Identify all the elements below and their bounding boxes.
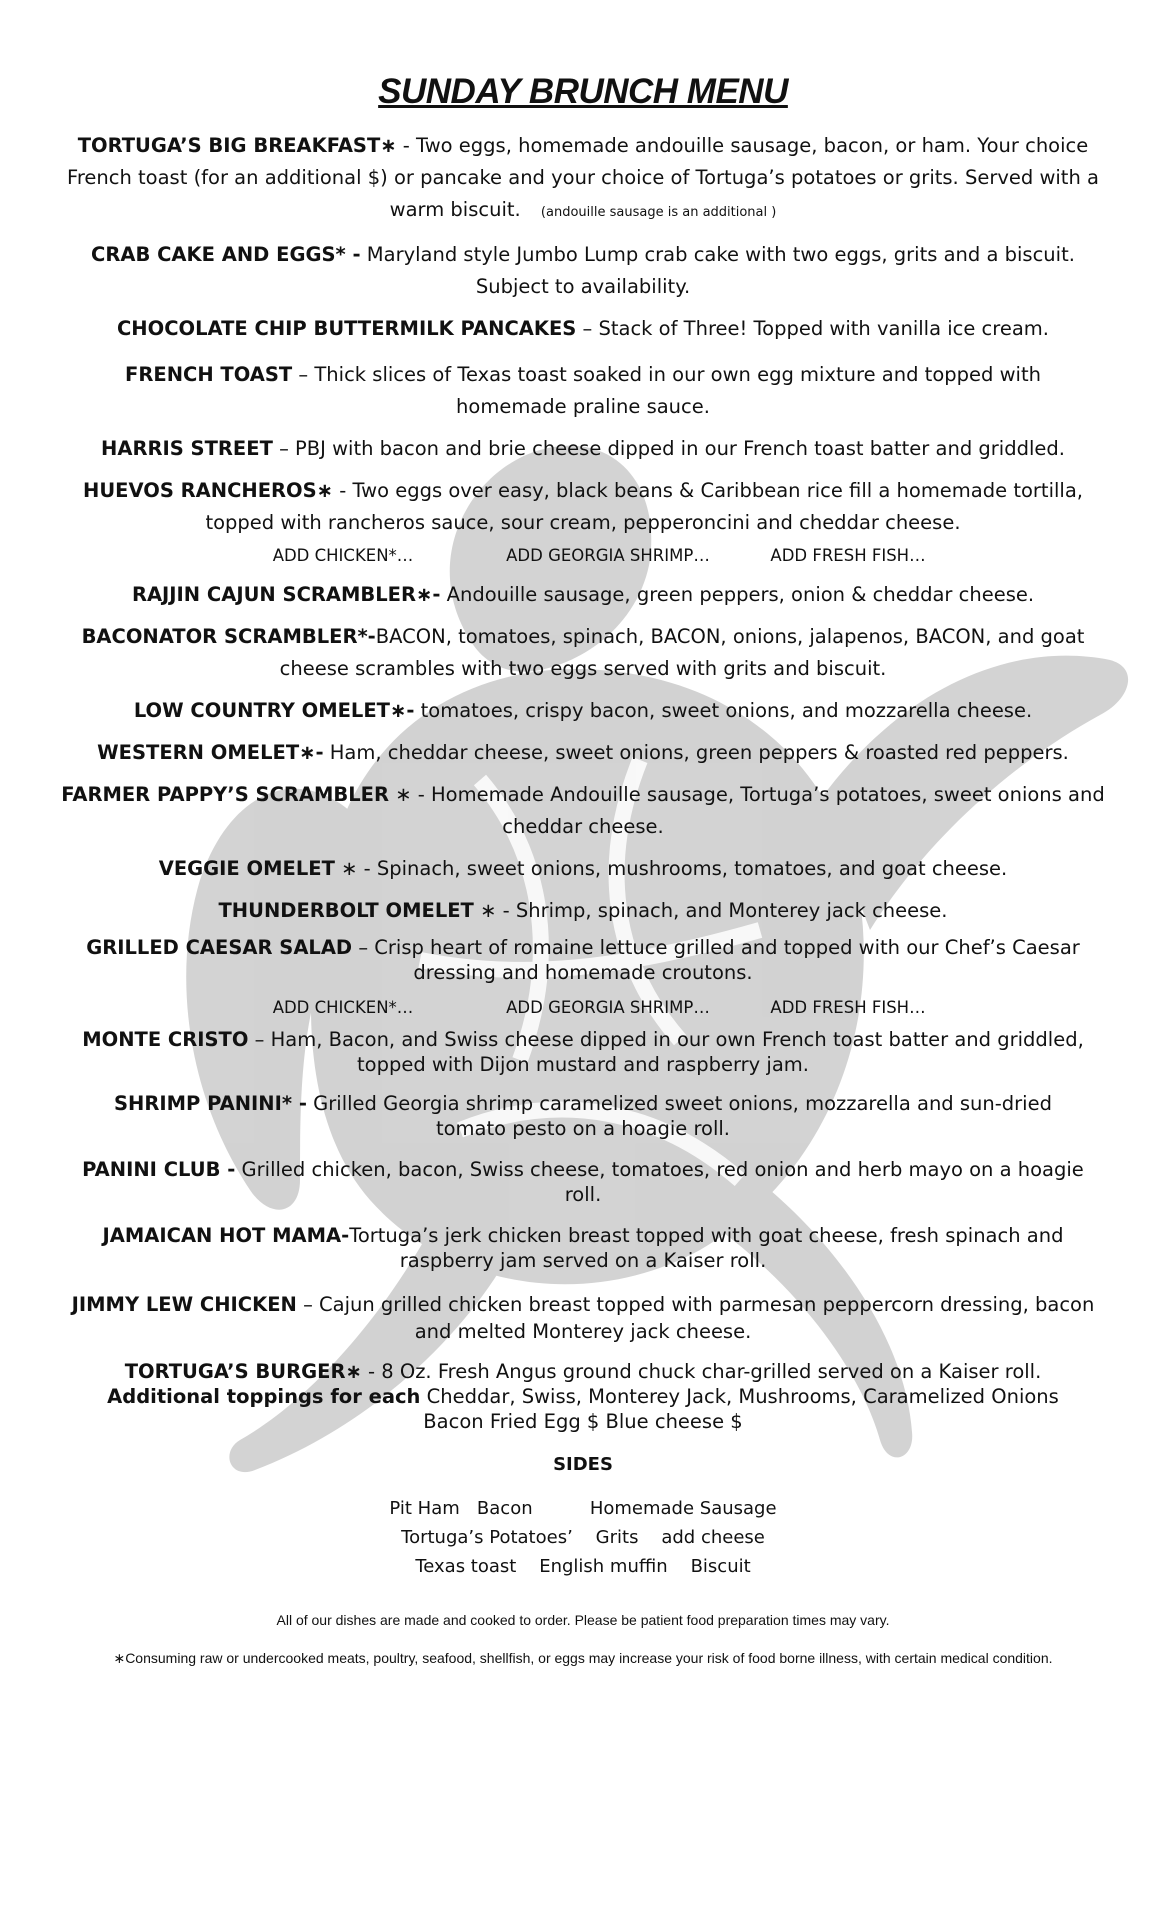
sides-row-2: Tortuga’s Potatoes’ Grits add cheese <box>401 1527 765 1548</box>
item-name: TORTUGA’S BURGER∗ <box>124 1360 362 1383</box>
item-desc: – Ham, Bacon, and Swiss cheese dipped in our own French toast batter and griddled, topped with Dijon mustard and raspberry jam. <box>248 1028 1084 1076</box>
addons-row-1 <box>60 543 1106 569</box>
item-name: BACONATOR SCRAMBLER*- <box>81 625 376 648</box>
item-desc: Tortuga’s jerk chicken breast topped with goat cheese, fresh spinach and raspberry jam served on a Kaiser roll. <box>349 1224 1064 1272</box>
item-desc: Andouille sausage, green peppers, onion & cheddar cheese. <box>440 583 1035 606</box>
menu-item-western-omelet <box>60 737 1106 769</box>
item-note: (andouille sausage is an additional ) <box>540 205 777 220</box>
item-name: HUEVOS RANCHEROS∗ <box>83 479 334 502</box>
menu-item-monte-cristo <box>60 1027 1106 1077</box>
addon-georgia-shrimp: ADD GEORGIA SHRIMP… <box>506 998 710 1017</box>
item-name: GRILLED CAESAR SALAD <box>86 936 353 959</box>
item-desc: BACON, tomatoes, spinach, BACON, onions, jalapenos, BACON, and goat cheese scrambles with two eggs served with grits and biscuit. <box>279 625 1085 680</box>
item-desc: – Cajun grilled chicken breast topped with parmesan peppercorn dressing, bacon and melted Monterey jack cheese. <box>296 1293 1095 1343</box>
item-name: FRENCH TOAST <box>125 363 293 386</box>
menu-item-tortuga-burger <box>60 1359 1106 1434</box>
item-name: JAMAICAN HOT MAMA- <box>102 1224 350 1247</box>
addon-chicken: ADD CHICKEN*… <box>272 546 414 565</box>
item-name: TORTUGA’S BIG BREAKFAST∗ <box>77 134 397 157</box>
item-name: RAJJIN CAJUN SCRAMBLER∗- <box>131 583 441 606</box>
item-name: VEGGIE OMELET <box>158 857 335 880</box>
item-desc: Maryland style Jumbo Lump crab cake with two eggs, grits and a biscuit. Subject to availability. <box>360 243 1075 298</box>
menu-item-low-country <box>60 695 1106 727</box>
item-desc: Grilled Georgia shrimp caramelized sweet onions, mozzarella and sun-dried tomato pesto on a hoagie roll. <box>306 1092 1052 1140</box>
item-name: CHOCOLATE CHIP BUTTERMILK PANCAKES <box>117 317 577 340</box>
item-desc: – Crisp heart of romaine lettuce grilled and topped with our Chef’s Caesar dressing and homemade croutons. <box>352 936 1080 984</box>
footer-health-warning: ∗Consuming raw or undercooked meats, poultry, seafood, shellfish, or eggs may increase your risk of food borne illness, with certain medical condition. <box>113 1650 1053 1666</box>
item-desc: - Two eggs, homemade andouille sausage, bacon, or ham. Your choice French toast (for an additional $) or pancake and your choice of Tortuga’s potatoes or grits. Served with a warm biscuit. <box>67 134 1099 221</box>
item-desc: – PBJ with bacon and brie cheese dipped in our French toast batter and griddled. <box>272 437 1065 460</box>
menu-item-huevos-rancheros <box>60 475 1106 539</box>
menu-item-caesar-salad <box>60 935 1106 985</box>
sides-title: SIDES <box>553 1454 613 1475</box>
item-desc: – Stack of Three! Topped with vanilla ice cream. <box>576 317 1049 340</box>
menu-item-veggie-omelet <box>60 853 1106 885</box>
menu-item-big-breakfast <box>60 130 1106 229</box>
item-desc: tomatoes, crispy bacon, sweet onions, and mozzarella cheese. <box>414 699 1033 722</box>
item-name: THUNDERBOLT OMELET <box>218 899 474 922</box>
item-desc: Ham, cheddar cheese, sweet onions, green peppers & roasted red peppers. <box>323 741 1069 764</box>
toppings-label: Additional toppings for each <box>107 1385 421 1408</box>
item-name: WESTERN OMELET∗- <box>97 741 324 764</box>
menu-item-farmer-pappy <box>60 779 1106 843</box>
menu-item-jimmy-lew-chicken <box>60 1291 1106 1345</box>
sides-row-1: Pit Ham Bacon Homemade Sausage <box>389 1498 777 1519</box>
item-name: PANINI CLUB - <box>82 1158 236 1181</box>
footer-cooked-to-order: All of our dishes are made and cooked to order. Please be patient food preparation times may vary. <box>276 1612 890 1628</box>
item-name: FARMER PAPPY’S SCRAMBLER <box>61 783 390 806</box>
menu-item-jamaican-hot-mama <box>60 1223 1106 1273</box>
menu-item-panini-club <box>60 1157 1106 1207</box>
menu-item-crab-cake <box>60 239 1106 303</box>
item-name: JIMMY LEW CHICKEN <box>71 1293 297 1316</box>
item-desc: ∗ - Spinach, sweet onions, mushrooms, tomatoes, and goat cheese. <box>334 857 1008 880</box>
item-desc: ∗ - Homemade Andouille sausage, Tortuga’s potatoes, sweet onions and cheddar cheese. <box>389 783 1105 838</box>
menu-item-pancakes <box>60 313 1106 345</box>
sides-list <box>60 1494 1106 1581</box>
menu-title: SUNDAY BRUNCH MENU <box>378 72 788 111</box>
menu-item-thunderbolt <box>60 895 1106 927</box>
addon-fresh-fish: ADD FRESH FISH… <box>770 546 926 565</box>
menu-item-rajjin-cajun <box>60 579 1106 611</box>
item-desc: ∗ - Shrimp, spinach, and Monterey jack cheese. <box>473 899 948 922</box>
menu-item-harris-street <box>60 433 1106 465</box>
item-name: CRAB CAKE AND EGGS* - <box>91 243 361 266</box>
addon-georgia-shrimp: ADD GEORGIA SHRIMP… <box>506 546 710 565</box>
menu-item-shrimp-panini <box>60 1091 1106 1141</box>
menu-item-french-toast <box>60 359 1106 423</box>
menu-item-baconator <box>60 621 1106 685</box>
item-desc: - Two eggs over easy, black beans & Caribbean rice fill a homemade tortilla, topped with rancheros sauce, sour cream, pepperoncini and cheddar cheese. <box>205 479 1083 534</box>
item-name: MONTE CRISTO <box>82 1028 249 1051</box>
addon-fresh-fish: ADD FRESH FISH… <box>770 998 926 1017</box>
sides-row-3: Texas toast English muffin Biscuit <box>415 1556 751 1577</box>
item-desc: - 8 Oz. Fresh Angus ground chuck char-grilled served on a Kaiser roll. <box>361 1360 1042 1383</box>
item-desc: – Thick slices of Texas toast soaked in our own egg mixture and topped with homemade praline sauce. <box>292 363 1041 418</box>
item-desc: Grilled chicken, bacon, Swiss cheese, tomatoes, red onion and herb mayo on a hoagie roll. <box>235 1158 1084 1206</box>
item-name: HARRIS STREET <box>101 437 273 460</box>
addon-chicken: ADD CHICKEN*… <box>272 998 414 1017</box>
item-name: SHRIMP PANINI* - <box>114 1092 307 1115</box>
toppings-list: Cheddar, Swiss, Monterey Jack, Mushrooms, Caramelized Onions Bacon Fried Egg $ Blue cheese $ <box>420 1385 1059 1433</box>
addons-row-2 <box>60 995 1106 1021</box>
item-name: LOW COUNTRY OMELET∗- <box>133 699 415 722</box>
